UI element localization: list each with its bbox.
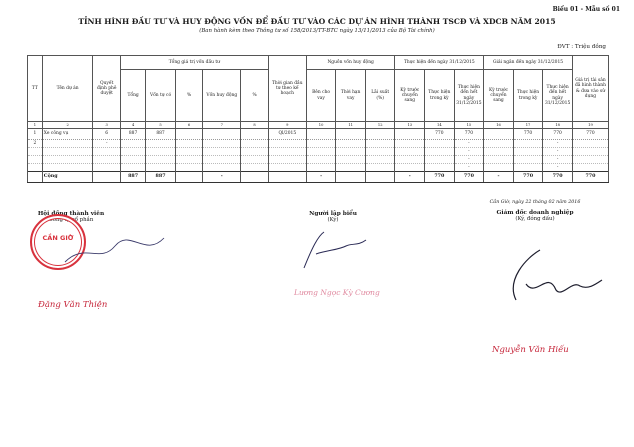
table-row — [28, 140, 609, 148]
table-cell — [572, 156, 608, 164]
col-num: 16 — [484, 122, 514, 129]
table-cell — [120, 148, 145, 156]
table-cell — [365, 164, 395, 172]
col-num: 14 — [425, 122, 455, 129]
table-cell — [203, 140, 241, 148]
table-cell — [306, 129, 336, 140]
col-num: 2 — [42, 122, 93, 129]
table-cell — [336, 140, 366, 148]
table-cell — [513, 164, 543, 172]
table-row — [28, 164, 609, 172]
total-cell — [365, 172, 395, 183]
director-name: Nguyễn Văn Hiếu — [492, 345, 569, 355]
table-cell: Ql/2015 — [268, 129, 306, 140]
col-num: 10 — [306, 122, 336, 129]
header-remaining: Giá trị tài sản đã hình thành & đưa vào sử dụng — [572, 56, 608, 122]
table-cell — [484, 148, 514, 156]
table-cell — [93, 164, 120, 172]
table-cell — [425, 164, 455, 172]
board-signer-name: Đặng Văn Thiện — [38, 300, 108, 310]
table-cell — [306, 148, 336, 156]
header-own-capital: Vốn tự có — [146, 70, 176, 122]
header-to-date: Thực hiện đến hết ngày 31/12/2015 — [454, 70, 484, 122]
table-cell — [120, 156, 145, 164]
col-num: 9 — [268, 122, 306, 129]
header-rate: Lãi suất (%) — [365, 70, 395, 122]
col-num: 18 — [543, 122, 573, 129]
header-pct1: % — [175, 70, 202, 122]
preparer-title: Người lập biểu — [309, 211, 357, 217]
table-row — [28, 129, 609, 140]
table-cell — [365, 129, 395, 140]
col-num: 8 — [241, 122, 268, 129]
table-cell — [513, 140, 543, 148]
total-cell — [28, 172, 43, 183]
total-cell: - — [306, 172, 336, 183]
table-cell: - — [543, 148, 573, 156]
table-cell: - — [454, 140, 484, 148]
header-to-date2: Thực hiện đến hết ngày 31/12/2015 — [543, 70, 573, 122]
table-cell — [365, 148, 395, 156]
total-cell — [268, 172, 306, 183]
table-cell — [572, 164, 608, 172]
board-signature-scribble — [60, 232, 170, 272]
table-cell: - — [543, 164, 573, 172]
header-row-1 — [28, 56, 609, 70]
col-num: 3 — [93, 122, 120, 129]
table-cell — [120, 140, 145, 148]
header-pct2: % — [241, 70, 268, 122]
col-num: 4 — [120, 122, 145, 129]
header-tt: TT — [28, 56, 43, 122]
header-loan: Bên cho vay — [306, 70, 336, 122]
table-cell — [395, 164, 425, 172]
board-title: Hội đồng thành viên — [37, 211, 105, 217]
table-cell — [241, 129, 268, 140]
table-cell — [203, 164, 241, 172]
header-total-group: Tổng giá trị vốn đầu tư — [120, 56, 268, 70]
table-cell — [146, 156, 176, 164]
table-cell — [268, 140, 306, 148]
table-cell — [175, 129, 202, 140]
table-cell — [42, 140, 93, 148]
table-cell — [395, 156, 425, 164]
col-num: 1 — [28, 122, 43, 129]
table-cell: 6 — [93, 129, 120, 140]
table-row — [28, 148, 609, 156]
header-prior2: Kỳ trước chuyển sang — [484, 70, 514, 122]
table-cell — [425, 140, 455, 148]
header-done-group: Thực hiện đến ngày 31/12/2015 — [395, 56, 484, 70]
column-number-row — [28, 122, 609, 129]
director-signature-block — [470, 210, 600, 222]
table-cell — [425, 148, 455, 156]
table-cell — [146, 140, 176, 148]
table-cell: 1 — [28, 129, 43, 140]
table-cell — [395, 140, 425, 148]
table-cell — [484, 156, 514, 164]
header-time: Thời gian đầu tư theo kế hoạch — [268, 56, 306, 122]
total-cell: 770 — [454, 172, 484, 183]
header-source-group: Nguồn vốn huy động — [306, 56, 395, 70]
table-row — [28, 156, 609, 164]
table-cell — [241, 140, 268, 148]
header-total: Tổng — [120, 70, 145, 122]
col-num: 11 — [336, 122, 366, 129]
col-num: 15 — [454, 122, 484, 129]
table-cell — [175, 148, 202, 156]
investment-table — [27, 55, 609, 183]
table-cell: - — [543, 140, 573, 148]
table-cell: 887 — [120, 129, 145, 140]
table-cell — [203, 129, 241, 140]
table-cell: - — [454, 164, 484, 172]
table-cell — [513, 148, 543, 156]
total-cell — [93, 172, 120, 183]
total-cell: 770 — [513, 172, 543, 183]
header-prior: Kỳ trước chuyển sang — [395, 70, 425, 122]
col-num: 7 — [203, 122, 241, 129]
table-cell — [484, 129, 514, 140]
table-cell: - — [454, 156, 484, 164]
table-cell — [146, 148, 176, 156]
table-cell — [365, 140, 395, 148]
total-cell — [175, 172, 202, 183]
total-cell: - — [395, 172, 425, 183]
total-row — [28, 172, 609, 183]
table-cell — [241, 164, 268, 172]
table-cell — [306, 140, 336, 148]
table-cell: 770 — [454, 129, 484, 140]
unit-label: ĐVT : Triệu đồng — [557, 44, 606, 50]
total-cell: 770 — [543, 172, 573, 183]
director-title: Giám đốc doanh nghiệp — [496, 210, 574, 216]
table-cell — [28, 148, 43, 156]
table-cell — [395, 129, 425, 140]
total-cell: 770 — [425, 172, 455, 183]
col-num: 19 — [572, 122, 608, 129]
document-subtitle: (Ban hành kèm theo Thông tư số 158/2013/TT-BTC ngày 13/11/2013 của Bộ Tài chính) — [199, 28, 435, 34]
total-cell — [241, 172, 268, 183]
preparer-signature-block — [288, 211, 378, 223]
preparer-signature-scribble — [294, 228, 374, 272]
table-cell — [42, 164, 93, 172]
table-cell — [268, 156, 306, 164]
table-cell — [484, 164, 514, 172]
table-cell — [28, 156, 43, 164]
table-cell: 770 — [513, 129, 543, 140]
table-cell — [395, 148, 425, 156]
header-mobilized: Vốn huy động — [203, 70, 241, 122]
director-subtitle: (Ký, đóng dấu) — [515, 216, 555, 222]
header-decision: Quyết định phê duyệt — [93, 56, 120, 122]
table-cell: - — [454, 148, 484, 156]
seal-text: CẦN GIỜ — [42, 234, 74, 242]
table-cell — [42, 148, 93, 156]
table-cell — [175, 156, 202, 164]
total-cell: 770 — [572, 172, 608, 183]
table-cell: 770 — [425, 129, 455, 140]
table-cell — [203, 148, 241, 156]
col-num: 13 — [395, 122, 425, 129]
table-cell — [365, 156, 395, 164]
header-project-name: Tên dự án — [42, 56, 93, 122]
table-cell — [268, 164, 306, 172]
total-cell: Cộng — [42, 172, 93, 183]
table-cell: - — [93, 140, 120, 148]
table-cell — [42, 156, 93, 164]
table-cell — [513, 156, 543, 164]
table-cell: 2 — [28, 140, 43, 148]
document-title: TỈNH HÌNH ĐẦU TƯ VÀ HUY ĐỘNG VỐN ĐỂ ĐẦU TƯ VÀO CÁC DỰ ÁN HÌNH THÀNH TSCĐ VÀ XDCB NĂM 2015 — [78, 17, 556, 26]
total-cell: - — [484, 172, 514, 183]
table-cell — [336, 156, 366, 164]
header-in-period: Thực hiện trong kỳ — [425, 70, 455, 122]
table-cell — [268, 148, 306, 156]
total-cell: 887 — [120, 172, 145, 183]
table-cell: - — [543, 156, 573, 164]
header-in-period2: Thực hiện trong kỳ — [513, 70, 543, 122]
signing-date: Cần Giờ, ngày 22 tháng 02 năm 2016 — [489, 200, 581, 205]
table-cell — [306, 156, 336, 164]
col-num: 17 — [513, 122, 543, 129]
table-cell — [241, 148, 268, 156]
col-num: 12 — [365, 122, 395, 129]
table-cell — [336, 148, 366, 156]
table-cell — [28, 164, 43, 172]
table-cell — [484, 140, 514, 148]
total-cell: - — [203, 172, 241, 183]
table-cell — [120, 164, 145, 172]
col-num: 5 — [146, 122, 176, 129]
table-cell — [336, 129, 366, 140]
table-cell: 887 — [146, 129, 176, 140]
header-disbursement-group: Giải ngân đến ngày 31/12/2015 — [484, 56, 573, 70]
board-subtitle: Công ty cổ phần — [48, 217, 94, 223]
header-term: Thời hạn vay — [336, 70, 366, 122]
table-cell: 770 — [572, 129, 608, 140]
table-cell — [336, 164, 366, 172]
table-cell — [93, 156, 120, 164]
table-cell — [572, 140, 608, 148]
table-cell — [175, 164, 202, 172]
table-cell: 770 — [543, 129, 573, 140]
table-cell — [146, 164, 176, 172]
form-id: Biểu 01 - Mẫu số 01 — [552, 6, 620, 13]
col-num: 6 — [175, 122, 202, 129]
table-cell — [241, 156, 268, 164]
total-cell — [336, 172, 366, 183]
table-cell — [203, 156, 241, 164]
director-signature-scribble — [496, 240, 606, 310]
table-cell — [425, 156, 455, 164]
table-cell — [306, 164, 336, 172]
table-cell: Xe công vụ — [42, 129, 93, 140]
table-cell — [175, 140, 202, 148]
preparer-name: Lương Ngọc Kỳ Cương — [294, 288, 380, 297]
preparer-subtitle: (Ký) — [327, 217, 339, 223]
table-cell — [93, 148, 120, 156]
total-cell: 887 — [146, 172, 176, 183]
table-cell — [572, 148, 608, 156]
